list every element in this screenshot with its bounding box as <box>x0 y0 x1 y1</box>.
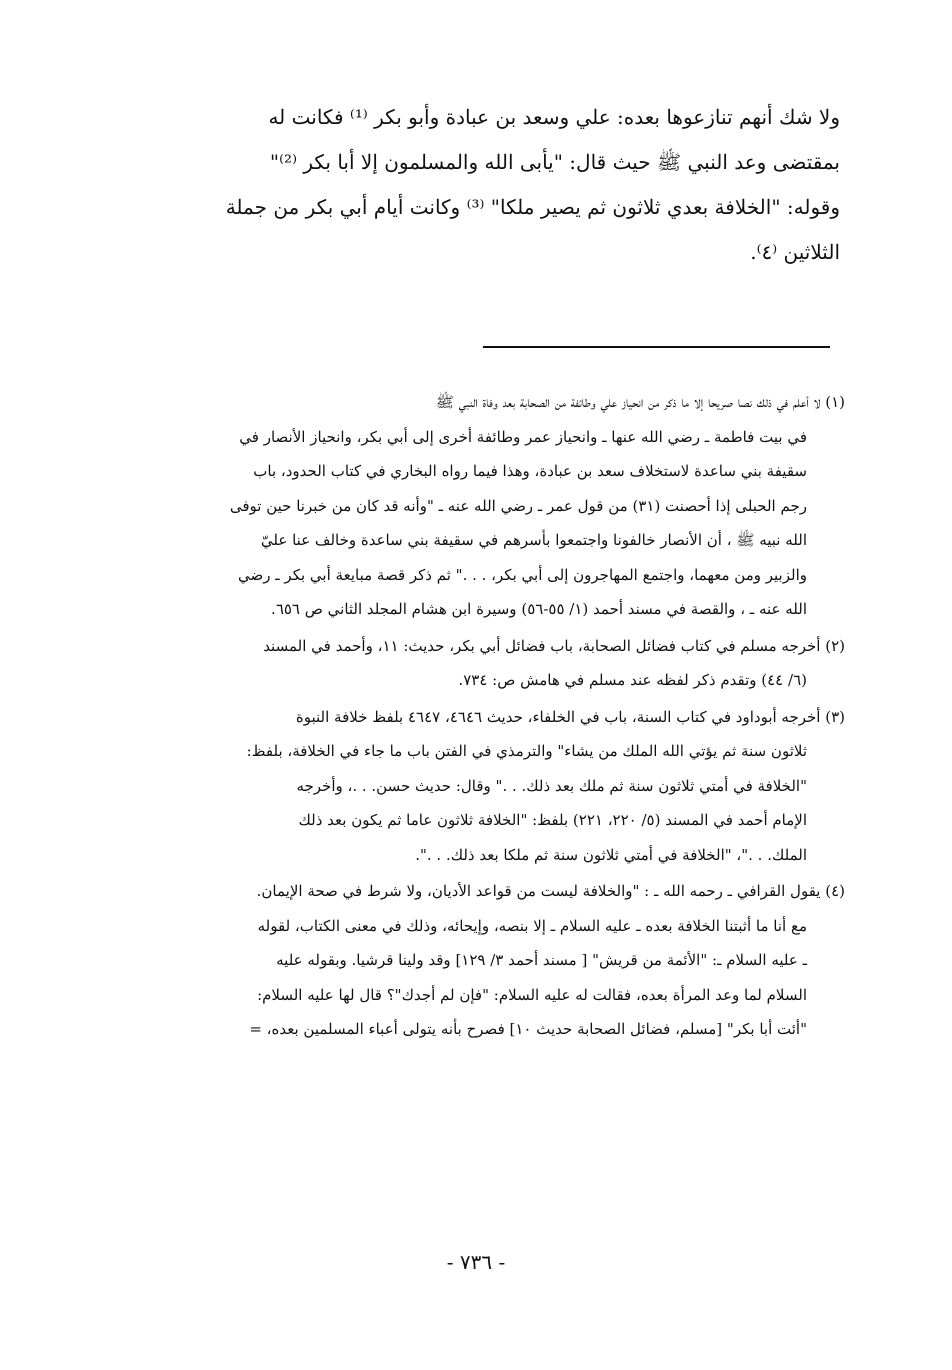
footnote-line: ـ عليه السلام ـ: "الأئمة من قريش" [ مسند أحمد ٣/ ١٢٩] وقد ولينا قرشيا. وبقوله عليه <box>276 951 807 969</box>
footnote-line: (٢) أخرجه مسلم في كتاب فضائل الصحابة، باب فضائل أبي بكر، حديث: ١١، وأحمد في المسند <box>263 636 845 655</box>
footnote-line: السلام لما وعد المرأة بعده، فقالت له عليه السلام: "فإن لم أجدك"؟ قال لها عليه السلام: <box>257 985 807 1004</box>
main-text-line: وقوله: "الخلافة بعدي ثلاثون ثم يصير ملكا" ⁽³⁾ وكانت أيام أبي بكر من جملة <box>225 195 840 219</box>
footnotes-block <box>100 385 845 1049</box>
main-text-line: ولا شك أنهم تنازعوها بعده: علي وسعد بن عبادة وأبو بكر ⁽¹⁾ فكانت له <box>268 105 840 129</box>
footnote-line: سقيفة بني ساعدة لاستخلاف سعد بن عبادة، وهذا فيما رواه البخاري في كتاب الحدود، باب <box>253 462 807 480</box>
footnote-separator <box>483 346 830 348</box>
footnote-line: (١) لا أعلم في ذلك نصا صريحا إلا ما ذكر من انحياز علي وطائفة من الصحابة بعد وفاة النبي ﷺ <box>435 393 845 411</box>
main-text-line: الثلاثين ⁽٤⁾. <box>750 240 840 264</box>
footnote-line: الله نبيه ﷺ ، أن الأنصار خالفونا واجتمعوا بأسرهم في سقيفة بني ساعدة وخالف عنا عليّ <box>260 531 807 549</box>
footnote-line: الله عنه ـ ، والقصة في مسند أحمد (١/ ٥٥-٥٦) وسيرة ابن هشام المجلد الثاني ص ٦٥٦. <box>271 600 807 618</box>
footnote-3 <box>100 700 845 873</box>
footnote-line: (٤) يقول القرافي ـ رحمه الله ـ : "والخلافة ليست من قواعد الأديان، ولا شرط في صحة الإيمان. <box>256 882 845 900</box>
footnote-2 <box>100 629 845 698</box>
main-text-block <box>105 95 840 275</box>
footnote-line: (٦/ ٤٤) وتقدم ذكر لفظه عند مسلم في هامش ص: ٧٣٤. <box>458 671 807 689</box>
footnote-line: مع أنا ما أثبتنا الخلافة بعده ـ عليه السلام ـ إلا بنصه، وإيحائه، وذلك في معنى الكتاب، لقوله <box>257 916 807 935</box>
footnote-4 <box>100 874 845 1047</box>
footnote-line: والزبير ومن معهما، واجتمع المهاجرون إلى أبي بكر، . . ." ثم ذكر قصة مبايعة أبي بكر ـ رضي <box>238 565 807 584</box>
footnote-line: رجم الحبلى إذا أحصنت (٣١) من قول عمر ـ رضي الله عنه ـ "وأنه قد كان من خبرنا حين توفى <box>229 496 807 515</box>
footnote-line: "أئت أبا بكر" [مسلم، فضائل الصحابة حديث ١٠] فصرح بأنه يتولى أعباء المسلمين بعده، = <box>249 1020 807 1038</box>
footnote-line: الملك. . ."، "الخلافة في أمتي ثلاثون سنة ثم ملكا بعد ذلك. . .". <box>415 845 807 864</box>
footnote-line: الإمام أحمد في المسند (٥/ ٢٢٠، ٢٢١) بلفظ: "الخلافة ثلاثون عاما ثم يكون بعد ذلك <box>298 811 807 829</box>
main-text-line: بمقتضى وعد النبي ﷺ حيث قال: "يأبى الله والمسلمون إلا أبا بكر ⁽²⁾" <box>269 150 840 174</box>
footnote-line: ثلاثون سنة ثم يؤتي الله الملك من يشاء" والترمذي في الفتن باب ما جاء في الخلافة، بلفظ: <box>246 742 807 760</box>
footnote-line: "الخلافة في أمتي ثلاثون سنة ثم ملك بعد ذلك. . ." وقال: حديث حسن. . .، وأخرجه <box>296 776 807 795</box>
page-number: - ٧٣٦ - <box>446 1250 506 1274</box>
footnote-line: في بيت فاطمة ـ رضي الله عنها ـ وانحياز عمر وطائفة أخرى إلى أبي بكر، وانحياز الأنصار في <box>239 427 807 446</box>
footnote-line: (٣) أخرجه أبوداود في كتاب السنة، باب في الخلفاء، حديث ٤٦٤٦، ٤٦٤٧ بلفظ خلافة النبوة <box>295 707 845 726</box>
footnote-1 <box>100 385 845 627</box>
